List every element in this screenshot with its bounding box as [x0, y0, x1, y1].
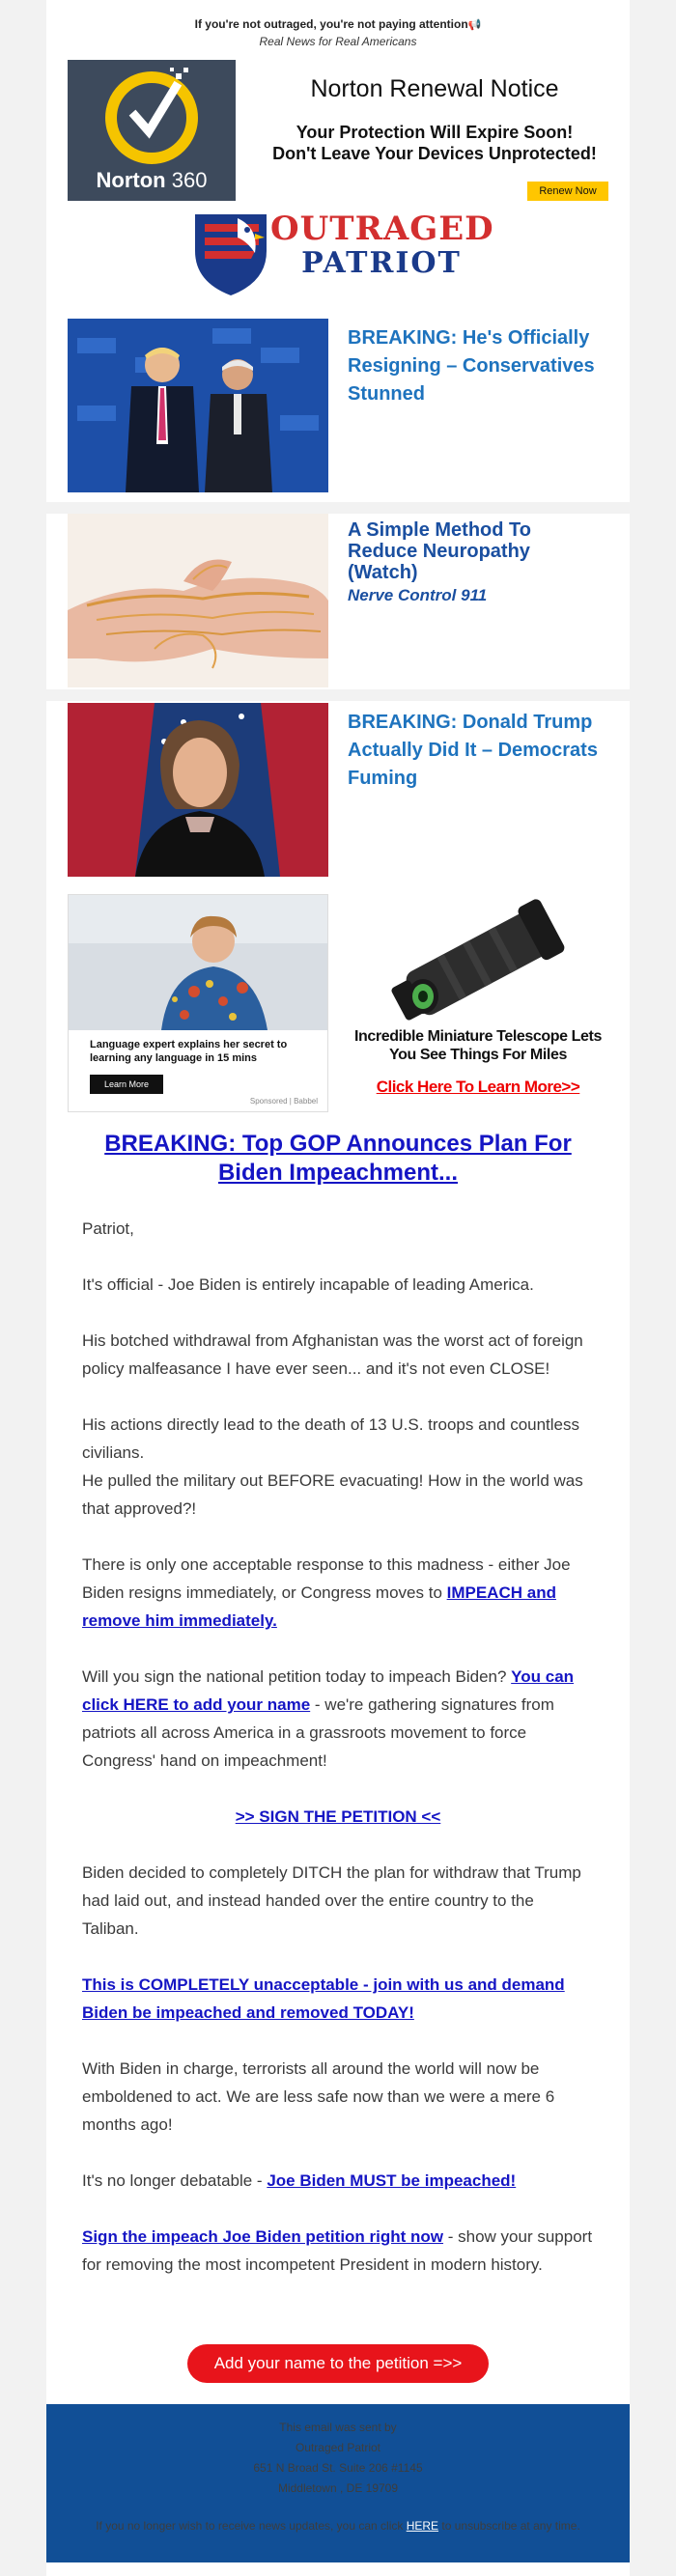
tagline	[46, 17, 630, 31]
add-name-link[interactable]: You can click HERE to add your name	[82, 1667, 575, 1714]
norton-ad-line1: Your Protection Will Expire Soon!	[296, 123, 574, 142]
press-event-photo	[68, 319, 328, 492]
impeach-link[interactable]: IMPEACH and remove him immediately.	[82, 1583, 556, 1630]
babbel-ad[interactable]	[68, 894, 328, 1112]
telescope-photo	[348, 894, 608, 1025]
paragraph-line: His actions directly lead to the death of 13 U.S. troops and countless civilians.	[82, 1415, 580, 1462]
story-headline-link[interactable]	[348, 519, 599, 606]
footer-city: Middletown , DE 19709	[277, 2481, 399, 2495]
paragraph-line: He pulled the military out BEFORE evacuating! How in the world was that approved?!	[82, 1471, 583, 1518]
outraged-patriot-logo[interactable]	[191, 207, 494, 295]
subtagline: Real News for Real Americans	[259, 35, 417, 48]
story-image[interactable]	[68, 319, 328, 492]
norton-360-logo[interactable]	[68, 60, 236, 201]
paragraph: Biden decided to completely DITCH the plan for withdraw that Trump had laid out, and instead handed over the entire country to the Taliban.	[82, 1863, 581, 1938]
unsubscribe-notice	[46, 2516, 630, 2536]
tagline-text: If you're not outraged, you're not paying attention	[194, 17, 468, 31]
demand-impeachment-link[interactable]: This is COMPLETELY unacceptable - join with us and demand Biden be impeached and removed TODAY!	[82, 1975, 565, 2022]
paragraph	[82, 2223, 594, 2279]
politician-photo	[68, 703, 328, 877]
hands-nerves-illustration	[68, 514, 328, 687]
article-body	[82, 1215, 594, 2307]
unsubscribe-link[interactable]: HERE	[406, 2519, 439, 2533]
ad-grid	[68, 894, 608, 1116]
babbel-ad-text[interactable]: Language expert explains her secret to learning any language in 15 mins	[90, 1039, 288, 1064]
story-image[interactable]	[68, 514, 328, 687]
telescope-ad-title[interactable]: Incredible Miniature Telescope Lets You See Things For Miles	[353, 1028, 602, 1063]
paragraph-text: - we're gathering signatures from patriots all across America in a grassroots movement to force Congress' hand on impeachment!	[82, 1695, 554, 1770]
story-card[interactable]	[68, 319, 608, 494]
learn-more-button[interactable]: Learn More	[90, 1075, 163, 1094]
paragraph	[82, 1971, 594, 2027]
sign-petition-now-link[interactable]: Sign the impeach Joe Biden petition right now	[82, 2227, 444, 2246]
email-header	[46, 0, 630, 48]
story-headline-link[interactable]: BREAKING: Donald Trump Actually Did It – Democrats Fuming	[348, 712, 598, 789]
language-expert-photo	[69, 895, 328, 1030]
story-headline[interactable]: A Simple Method To Reduce Neuropathy (Watch)	[348, 519, 531, 583]
paragraph-text: - show your support for removing the most incompetent President in modern history.	[82, 2227, 593, 2274]
section-divider	[46, 689, 630, 701]
story-source: Nerve Control 911	[348, 586, 488, 604]
story-image[interactable]	[68, 703, 328, 877]
add-name-petition-button[interactable]: Add your name to the petition =>>	[187, 2344, 489, 2383]
paragraph-text: There is only one acceptable response to this madness - either Joe Biden resigns immediately, or Congress moves to	[82, 1555, 571, 1602]
norton-wordmark: Norton 360	[96, 168, 208, 192]
logo-line1: OUTRAGED	[270, 210, 494, 248]
sponsored-story-card[interactable]	[68, 514, 608, 689]
article-headline-link[interactable]: BREAKING: Top GOP Announces Plan For Biden Impeachment...	[104, 1131, 572, 1186]
norton-ad-body	[251, 122, 618, 164]
must-be-impeached-link[interactable]: Joe Biden MUST be impeached!	[267, 2171, 517, 2190]
paragraph	[82, 1803, 594, 1831]
paragraph	[82, 1411, 594, 1523]
paragraph: With Biden in charge, terrorists all around the world will now be emboldened to act. We are less safe now than we were a mere 6 months ago!	[82, 2059, 555, 2134]
paragraph	[82, 1663, 594, 1775]
greeting: Patriot,	[82, 1219, 134, 1238]
paragraph: His botched withdrawal from Afghanistan was the worst act of foreign policy malfeasance I have ever seen... and it's not even CLOSE!	[82, 1331, 583, 1378]
email-footer	[46, 2404, 630, 2562]
paragraph-text: Will you sign the national petition today to impeach Biden?	[82, 1667, 512, 1686]
renew-now-button[interactable]: Renew Now	[527, 182, 608, 201]
story-card[interactable]	[68, 703, 608, 879]
logo-wordmark	[270, 212, 493, 278]
paragraph-text: It's no longer debatable -	[82, 2171, 268, 2190]
email-page	[46, 0, 630, 2576]
unsubscribe-text: If you no longer wish to receive news updates, you can click	[96, 2519, 407, 2533]
footer-sender: Outraged Patriot	[295, 2441, 381, 2454]
norton-ad[interactable]	[68, 60, 608, 201]
shield-eagle-icon	[191, 209, 270, 297]
paragraph	[82, 2167, 594, 2195]
unsubscribe-text: to unsubscribe at any time.	[438, 2519, 580, 2533]
sponsored-label: Sponsored | Babbel	[249, 1097, 318, 1106]
sender-address	[46, 2404, 630, 2499]
telescope-ad[interactable]	[348, 894, 608, 1112]
norton-ad-title: Norton Renewal Notice	[310, 75, 559, 102]
footer-line: This email was sent by	[279, 2421, 397, 2434]
story-headline-link[interactable]: BREAKING: He's Officially Resigning – Conservatives Stunned	[348, 327, 595, 405]
sign-petition-link[interactable]: >> SIGN THE PETITION <<	[235, 1807, 441, 1826]
footer-street: 651 N Broad St. Suite 206 #1145	[253, 2461, 423, 2475]
logo-line2: PATRIOT	[301, 246, 462, 280]
norton-ad-line2: Don't Leave Your Devices Unprotected!	[272, 144, 597, 163]
section-divider	[46, 502, 630, 514]
paragraph	[82, 1551, 594, 1635]
megaphone-icon: 📢	[467, 19, 482, 31]
telescope-learn-more-link[interactable]: Click Here To Learn More>>	[376, 1078, 580, 1096]
paragraph: It's official - Joe Biden is entirely incapable of leading America.	[82, 1275, 534, 1294]
